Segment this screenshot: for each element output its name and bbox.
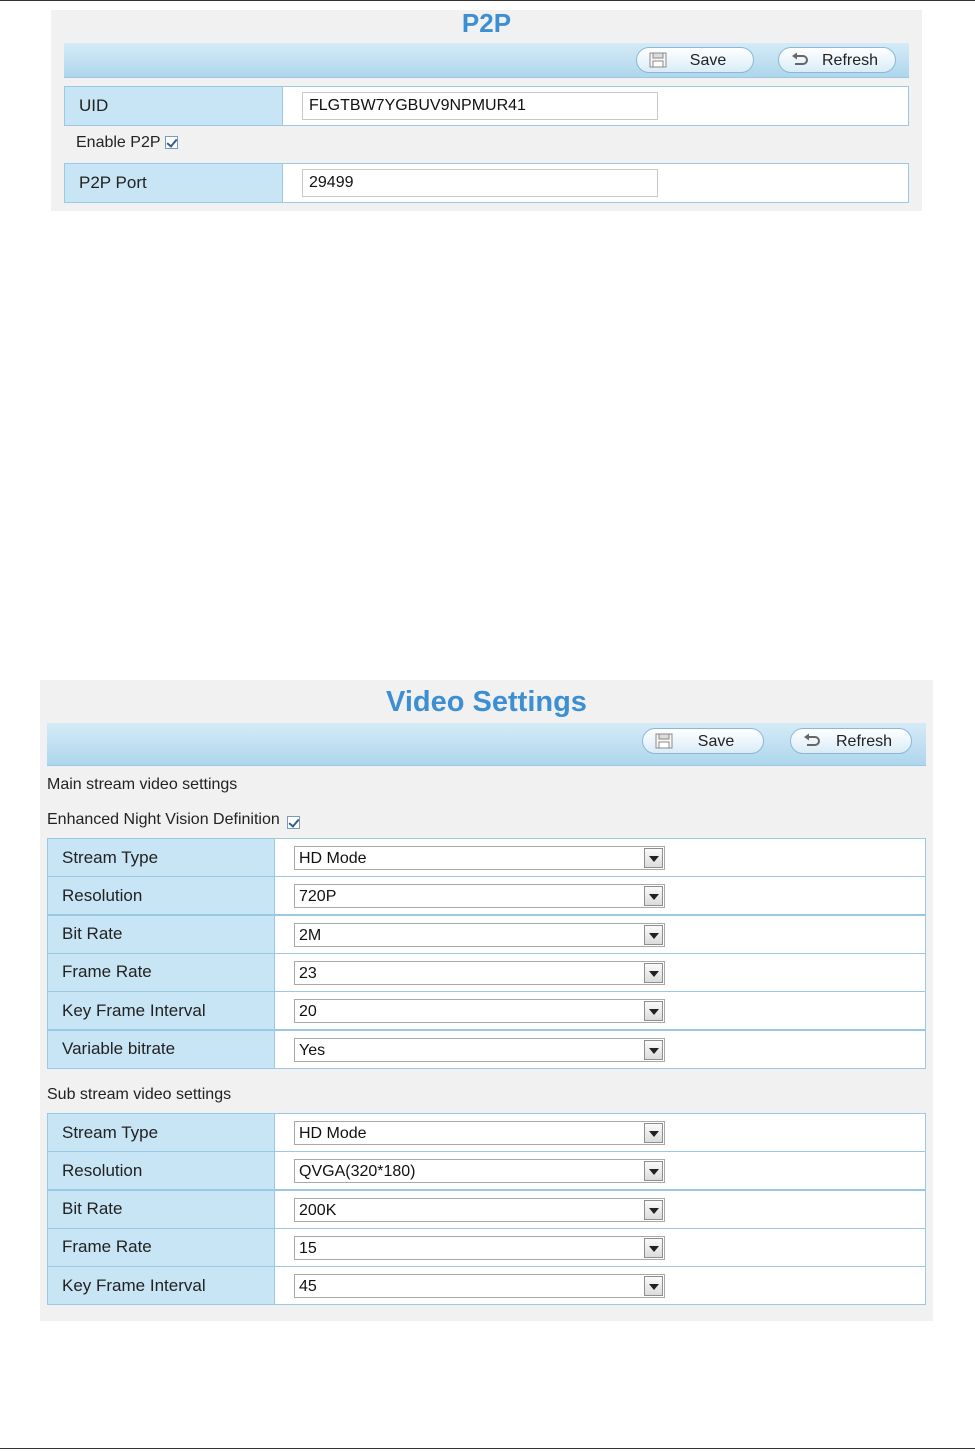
setting-dropdown[interactable] [294,1038,665,1062]
floppy-disk-icon [649,52,667,68]
save-label: Save [689,52,727,69]
night-vision-label: Enhanced Night Vision Definition [47,811,280,828]
dropdown-value: Yes [299,1041,326,1059]
setting-dropdown[interactable] [294,1274,665,1298]
setting-row [47,915,926,954]
setting-row [47,1030,926,1069]
chevron-down-icon[interactable] [644,1200,663,1220]
chevron-down-icon[interactable] [644,1161,663,1181]
dropdown-value: 200K [299,1201,337,1219]
uid-field[interactable] [302,92,658,120]
setting-dropdown[interactable] [294,884,665,908]
setting-row [47,838,926,877]
uid-label: UID [65,87,283,125]
p2p-port-row [64,163,909,203]
setting-row [47,1190,926,1229]
dropdown-value: 23 [299,964,317,982]
setting-label: Frame Rate [48,954,275,991]
dropdown-value: HD Mode [299,1125,367,1142]
chevron-down-icon[interactable] [644,848,663,868]
setting-label: Resolution [48,877,275,914]
dropdown-value: 45 [299,1278,317,1296]
night-vision-checkbox[interactable] [287,816,300,829]
dropdown-value: 720P [299,888,337,906]
video-refresh-button[interactable] [790,728,912,754]
setting-label: Key Frame Interval [48,992,275,1029]
night-vision-line [47,811,300,829]
setting-row [47,876,926,915]
dropdown-value: 20 [299,1003,317,1021]
refresh-arrow-icon [803,733,821,749]
setting-dropdown[interactable] [294,1198,665,1222]
setting-dropdown[interactable] [294,961,665,985]
chevron-down-icon[interactable] [644,1123,663,1143]
setting-row [47,1228,926,1267]
top-rule [0,0,975,1]
setting-label: Stream Type [48,839,275,876]
bottom-rule [0,1448,975,1449]
chevron-down-icon[interactable] [644,1238,663,1258]
enable-p2p-label: Enable P2P [76,134,161,151]
setting-label: Bit Rate [48,916,275,953]
dropdown-value: 2M [299,926,322,944]
p2p-title: P2P [461,8,512,38]
sub-stream-heading: Sub stream video settings [47,1086,232,1103]
video-toolbar [47,723,926,766]
chevron-down-icon[interactable] [644,925,663,945]
refresh-arrow-icon [791,52,809,68]
p2p-port-label: P2P Port [65,164,283,202]
dropdown-value: QVGA(320*180) [299,1163,416,1181]
setting-label: Key Frame Interval [48,1267,275,1304]
chevron-down-icon[interactable] [644,963,663,983]
enable-p2p-checkbox[interactable] [165,136,178,149]
p2p-port-field[interactable] [302,169,658,197]
floppy-disk-icon [655,733,673,749]
video-settings-panel [40,680,933,1321]
setting-row [47,1113,926,1152]
setting-label: Resolution [48,1152,275,1189]
setting-label: Stream Type [48,1114,275,1151]
setting-dropdown[interactable] [294,1121,665,1145]
setting-label: Variable bitrate [48,1031,275,1068]
setting-row [47,953,926,992]
chevron-down-icon[interactable] [644,1276,663,1296]
p2p-toolbar [64,43,909,78]
main-stream-heading: Main stream video settings [47,776,238,793]
chevron-down-icon[interactable] [644,1040,663,1060]
refresh-label: Refresh [821,52,879,69]
setting-dropdown[interactable] [294,1236,665,1260]
setting-dropdown[interactable] [294,846,665,870]
video-save-button[interactable] [642,728,764,754]
setting-dropdown[interactable] [294,923,665,947]
setting-row [47,1266,926,1305]
setting-row [47,1151,926,1190]
enable-p2p-line [76,134,178,152]
setting-dropdown[interactable] [294,999,665,1023]
setting-row [47,991,926,1030]
dropdown-value: HD Mode [299,850,367,867]
p2p-panel [51,10,922,211]
setting-dropdown[interactable] [294,1159,665,1183]
video-settings-title: Video Settings [386,686,587,718]
refresh-label: Refresh [835,733,893,750]
chevron-down-icon[interactable] [644,886,663,906]
dropdown-value: 15 [299,1239,317,1257]
setting-label: Frame Rate [48,1229,275,1266]
save-label: Save [697,733,735,750]
p2p-save-button[interactable] [636,47,754,73]
chevron-down-icon[interactable] [644,1001,663,1021]
setting-label: Bit Rate [48,1191,275,1228]
p2p-refresh-button[interactable] [778,47,896,73]
uid-row [64,86,909,126]
